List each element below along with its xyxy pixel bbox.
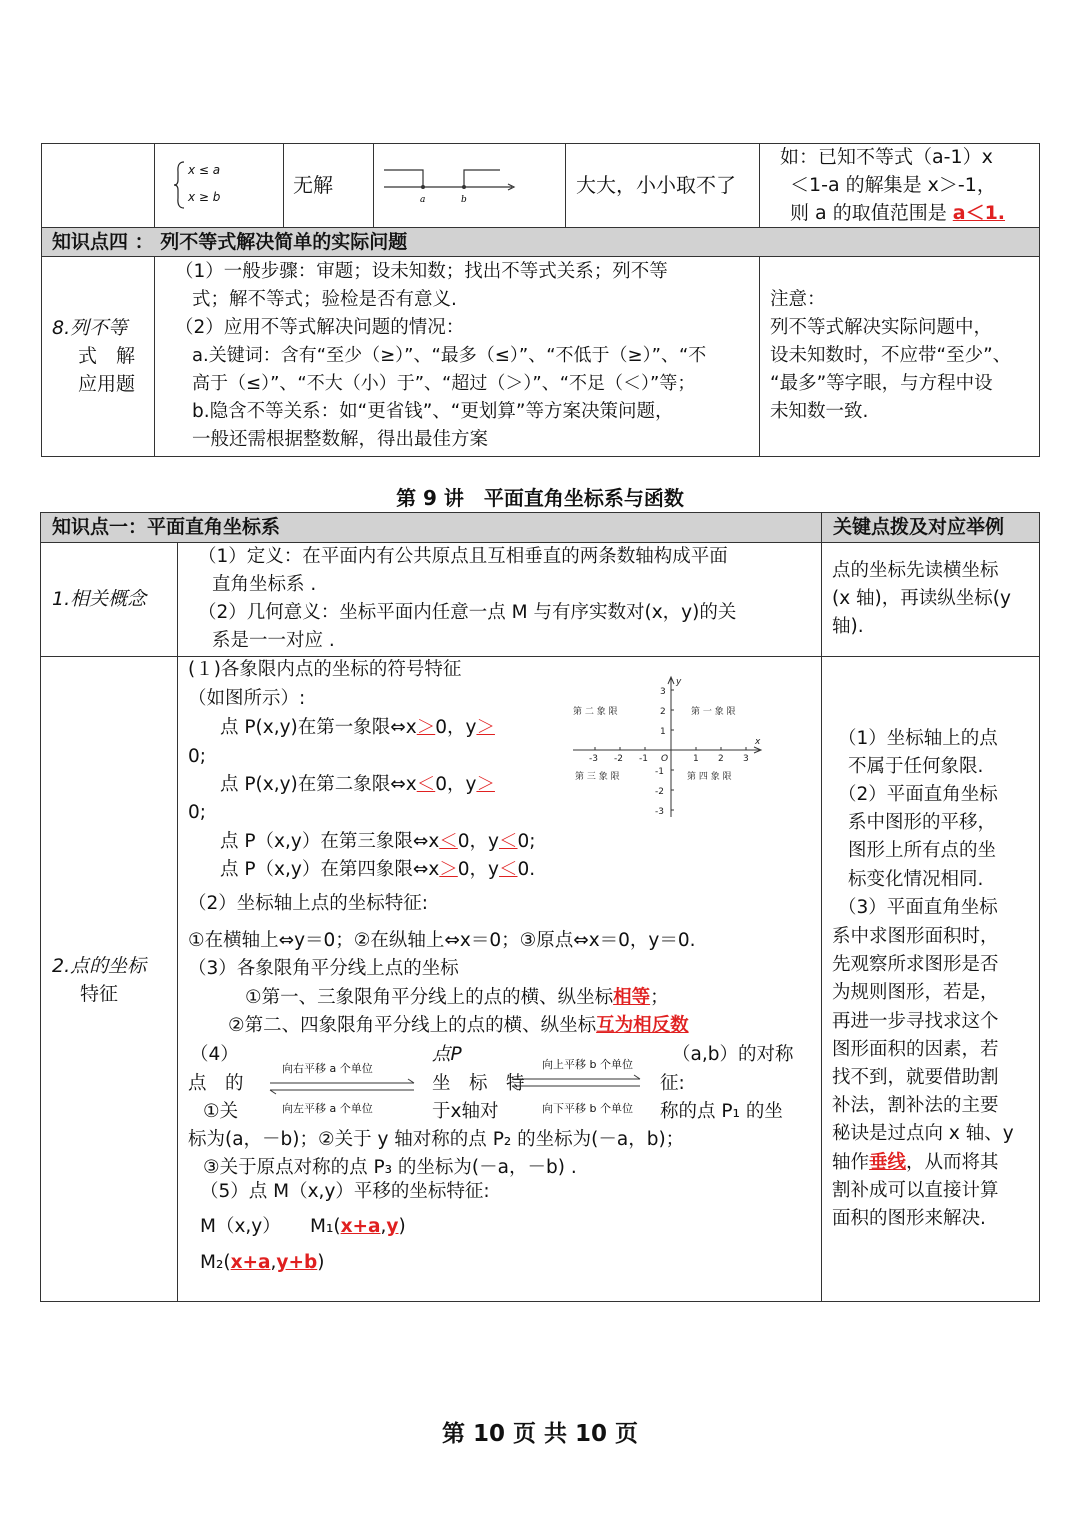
content-line: 系是一一对应 . bbox=[212, 630, 335, 651]
content-line: 高于（≤）”、“不大（小）于”、“超过（＞）”、“不足（＜）”等； bbox=[192, 373, 696, 394]
quadrant-3-label: 第 三 象 限 bbox=[575, 772, 620, 782]
lecture-title: 第 9 讲 平面直角坐标系与函数 bbox=[396, 486, 684, 510]
note-line: (x 轴)，再读纵坐标(y bbox=[832, 588, 1011, 609]
x-tick: -1 bbox=[639, 754, 648, 764]
row-title-l1: 2.点的坐标 bbox=[52, 955, 147, 977]
system-line-1: x ≤ a bbox=[188, 163, 221, 177]
content-line: 于x轴对 bbox=[432, 1101, 499, 1122]
content-line: 点P bbox=[432, 1044, 462, 1065]
numline-label-a: a bbox=[420, 195, 426, 205]
row-title-l2: 特征 bbox=[80, 983, 119, 1005]
system-line-2: x ≥ b bbox=[188, 190, 221, 204]
content-line: 式；解不等式；验检是否有意义. bbox=[192, 289, 457, 310]
arrow-left-label: 向左平移 a 个单位 bbox=[282, 1102, 373, 1115]
note-line: 点的坐标先读横坐标 bbox=[832, 560, 999, 581]
note-line: 面积的图形来解决. bbox=[832, 1208, 986, 1229]
example-line-2: ＜1-a 的解集是 x＞-1， bbox=[790, 174, 996, 196]
note-line: 注意： bbox=[770, 289, 826, 310]
note-line: （3）平面直角坐标 bbox=[838, 897, 998, 918]
content-line: （2）几何意义：坐标平面内任意一点 M 与有序实数对(x，y)的关 bbox=[198, 602, 737, 623]
content-line: a.关键词：含有“至少（≥）”、“最多（≤）”、“不低于（≥）”、“不 bbox=[192, 345, 707, 366]
x-tick: 2 bbox=[718, 754, 724, 764]
quadrant-1-line: 点 P(x,y)在第一象限⇔x＞0，y＞ bbox=[220, 717, 495, 738]
example-line-1: 如：已知不等式（a-1）x bbox=[780, 146, 993, 168]
bisector-2-line: ②第二、四象限角平分线上的点的横、纵坐标互为相反数 bbox=[228, 1015, 689, 1036]
content-line: 坐 标 特 bbox=[432, 1073, 525, 1094]
note-line: 先观察所求图形是否 bbox=[832, 954, 999, 975]
content-line: （2）坐标轴上点的坐标特征: bbox=[188, 893, 429, 914]
inequality-system bbox=[172, 160, 262, 212]
content-line: 征: bbox=[660, 1073, 685, 1094]
note-line: 割补成可以直接计算 bbox=[832, 1180, 999, 1201]
note-line: 系中求图形面积时， bbox=[832, 926, 999, 947]
note-line: 图形面积的因素，若 bbox=[832, 1039, 999, 1060]
section-4-title: 知识点四 ： 列不等式解决简单的实际问题 bbox=[52, 231, 408, 253]
y-tick: -3 bbox=[655, 807, 664, 817]
point-m: M（x,y） bbox=[200, 1216, 281, 1237]
translate-x-arrows bbox=[268, 1062, 418, 1120]
y-tick: 1 bbox=[660, 727, 666, 737]
content-line: （a,b）的对称 bbox=[672, 1044, 794, 1065]
x-tick: -3 bbox=[589, 754, 598, 764]
x-tick: -2 bbox=[614, 754, 623, 764]
coordinate-plane-diagram bbox=[565, 672, 770, 822]
row-title: 1.相关概念 bbox=[52, 588, 147, 610]
arrow-up-label: 向上平移 b 个单位 bbox=[542, 1058, 633, 1071]
quadrant-2-label: 第 二 象 限 bbox=[573, 707, 618, 717]
quadrant-1-label: 第 一 象 限 bbox=[691, 707, 736, 717]
quadrant-4-line: 点 P（x,y）在第四象限⇔x＞0，y＜0. bbox=[220, 859, 536, 880]
content-line: 点 的 bbox=[188, 1073, 244, 1094]
note-line: 不属于任何象限. bbox=[848, 756, 984, 777]
note-line: 补法，割补法的主要 bbox=[832, 1095, 999, 1116]
header-right: 关键点拨及对应举例 bbox=[833, 516, 1005, 538]
content-line: 一般还需根据整数解，得出最佳方案 bbox=[192, 429, 489, 450]
quadrant-2-line: 点 P(x,y)在第二象限⇔x＜0，y＞ bbox=[220, 774, 495, 795]
point-m1: M₁(x+a,y) bbox=[310, 1216, 406, 1237]
y-axis-label: y bbox=[676, 677, 682, 687]
content-line: 直角坐标系 . bbox=[212, 574, 317, 595]
numline-label-b: b bbox=[461, 195, 467, 205]
content-line: b.隐含不等关系：如“更省钱”、“更划算”等方案决策问题， bbox=[192, 401, 674, 422]
note-line: 设未知数时，不应带“至少”、 bbox=[770, 345, 1012, 366]
number-line-diagram bbox=[380, 160, 520, 210]
note-line: “最多”等字眼，与方程中设 bbox=[770, 373, 993, 394]
y-tick: 3 bbox=[660, 687, 666, 697]
note-line: 轴). bbox=[832, 616, 864, 637]
x-tick: 1 bbox=[693, 754, 699, 764]
x-axis-label: x bbox=[755, 737, 761, 747]
content-line: 0; bbox=[188, 746, 207, 767]
note-line: 轴作垂线，从而将其 bbox=[832, 1152, 999, 1173]
content-line: （5）点 M（x,y）平移的坐标特征: bbox=[200, 1181, 490, 1202]
row-title-l2: 式 解 bbox=[78, 345, 136, 367]
bisector-1-line: ①第一、三象限角平分线上的点的横、纵坐标相等； bbox=[245, 987, 669, 1008]
content-line: ③关于原点对称的点 P₃ 的坐标为(－a，－b) . bbox=[203, 1157, 577, 1178]
page-footer: 第 10 页 共 10 页 bbox=[441, 1421, 639, 1447]
content-line: （如图所示）: bbox=[188, 688, 306, 709]
content-line: （4） bbox=[190, 1044, 239, 1065]
solution-text: 无解 bbox=[293, 173, 333, 197]
note-line: 系中图形的平移， bbox=[848, 812, 997, 833]
note-line: 列不等式解决实际问题中， bbox=[770, 317, 993, 338]
note-line: 秘诀是过点向 x 轴、y bbox=[832, 1123, 1014, 1144]
arrow-right-label: 向右平移 a 个单位 bbox=[282, 1062, 373, 1075]
row-title-l3: 应用题 bbox=[78, 373, 136, 395]
content-line: （1）定义：在平面内有公共原点且互相垂直的两条数轴构成平面 bbox=[198, 546, 728, 567]
content-line: 称的点 P₁ 的坐 bbox=[660, 1101, 783, 1122]
content-line: （1）一般步骤：审题；设未知数；找出不等式关系；列不等 bbox=[175, 261, 668, 282]
example-line-3: 则 a 的取值范围是 a＜1. bbox=[790, 202, 1006, 224]
content-line: 标为(a，－b)；②关于 y 轴对称的点 P₂ 的坐标为(－a，b)； bbox=[188, 1129, 685, 1150]
y-tick: 2 bbox=[660, 707, 666, 717]
content-line: ①在横轴上⇔y＝0；②在纵轴上⇔x＝0；③原点⇔x＝0，y＝0. bbox=[188, 930, 696, 951]
y-tick: -2 bbox=[655, 787, 664, 797]
note-line: （2）平面直角坐标 bbox=[838, 784, 998, 805]
content-line: （2）应用不等式解决问题的情况： bbox=[175, 317, 465, 338]
origin-label: O bbox=[661, 754, 669, 764]
double-arrow-icon bbox=[268, 1078, 418, 1098]
point-m2: M₂(x+a,y+b) bbox=[200, 1252, 325, 1273]
content-line: 0; bbox=[188, 802, 207, 823]
content-line: (１)各象限内点的坐标的符号特征 bbox=[188, 659, 462, 680]
translate-y-arrows bbox=[510, 1058, 660, 1118]
y-tick: -1 bbox=[655, 767, 664, 777]
note-line: 找不到，就要借助割 bbox=[832, 1067, 999, 1088]
quadrant-3-line: 点 P（x,y）在第三象限⇔x＜0，y＜0; bbox=[220, 831, 536, 852]
x-tick: 3 bbox=[743, 754, 749, 764]
arrow-down-label: 向下平移 b 个单位 bbox=[542, 1102, 633, 1115]
mnemonic-text: 大大，小小取不了 bbox=[576, 173, 736, 197]
note-line: 再进一步寻找求这个 bbox=[832, 1011, 999, 1032]
note-line: 标变化情况相同. bbox=[848, 869, 984, 890]
header-left: 知识点一：平面直角坐标系 bbox=[52, 516, 281, 538]
note-line: 为规则图形，若是， bbox=[832, 982, 999, 1003]
note-line: 未知数一致. bbox=[770, 401, 869, 422]
content-line: ①关 bbox=[203, 1101, 239, 1122]
double-arrow-icon bbox=[510, 1074, 660, 1094]
row-title-l1: 8.列不等 bbox=[52, 317, 128, 339]
note-line: （1）坐标轴上的点 bbox=[838, 728, 998, 749]
quadrant-4-label: 第 四 象 限 bbox=[687, 772, 732, 782]
note-line: 图形上所有点的坐 bbox=[848, 840, 997, 861]
answer-red: a＜1. bbox=[952, 202, 1006, 224]
content-line: （3）各象限角平分线上点的坐标 bbox=[188, 958, 459, 979]
